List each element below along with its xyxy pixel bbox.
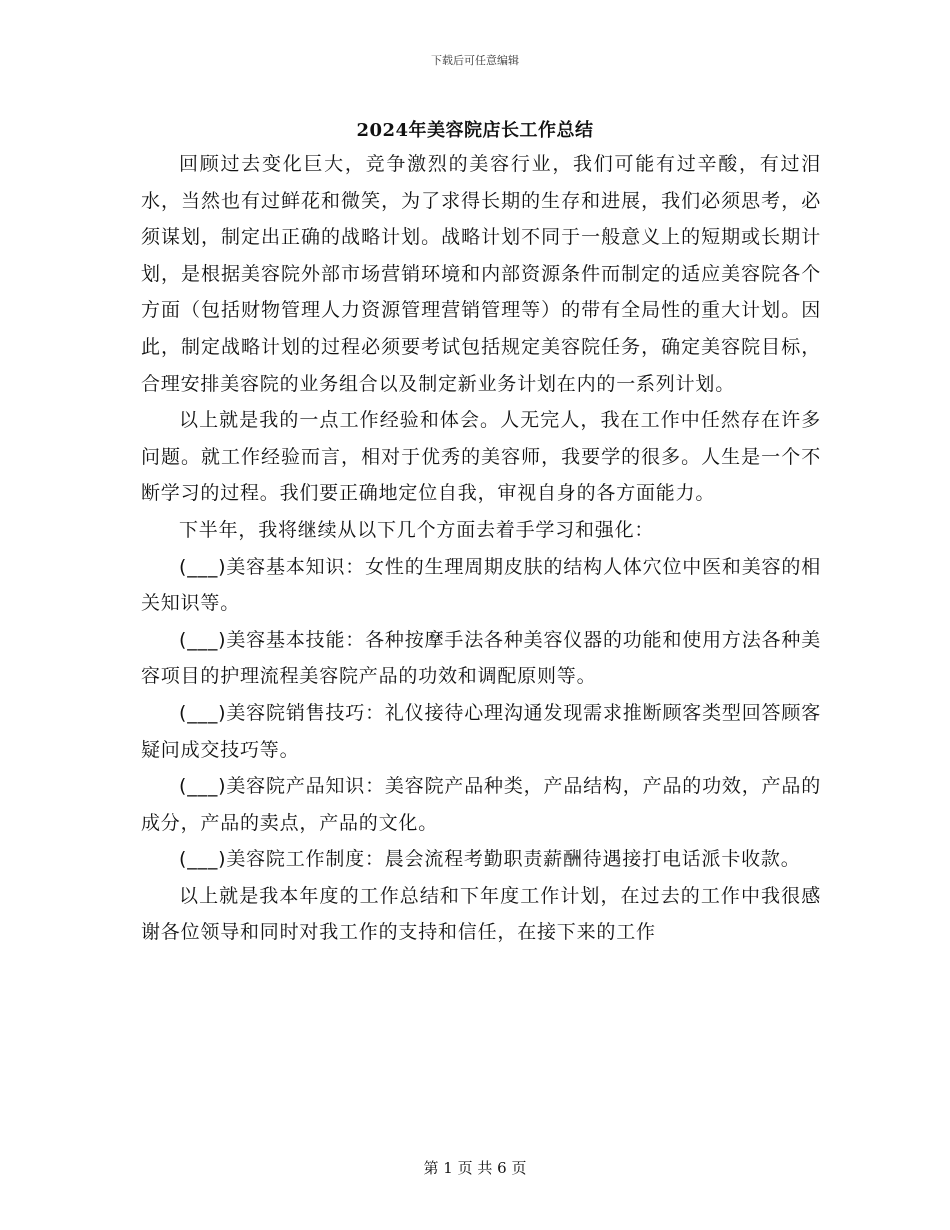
page-number: 第 1 页 共 6 页 — [423, 1159, 527, 1177]
paragraph-intro: 回顾过去变化巨大，竞争激烈的美容行业，我们可能有过辛酸，有过泪水，当然也有过鲜花和微笑，为了求得长期的生存和进展，我们必须思考，必须谋划，制定出正确的战略计划。战略计划不同于一般意义上的短期或长期计划，是根据美容院外部市场营销环境和内部资源条件而制定的适应美容院各个方面（包括财物管理人力资源管理营销管理等）的带有全局性的重大计划。因此，制定战略计划的过程必须要考试包括规定美容院任务，确定美容院目标，合理安排美容院的业务组合以及制定新业务计划在内的一系列计划。 — [141, 153, 821, 395]
list-item-sales: (___)美容院销售技巧：礼仪接待心理沟通发现需求推断顾客类型回答顾客疑问成交技巧等。 — [141, 701, 821, 761]
list-item-rules: (___)美容院工作制度：晨会流程考勤职责薪酬待遇接打电话派卡收款。 — [179, 848, 801, 871]
header-note: 下载后可任意编辑 — [431, 54, 519, 67]
list-item-knowledge: (___)美容基本知识：女性的生理周期皮肤的结构人体穴位中医和美容的相关知识等。 — [141, 555, 821, 615]
paragraph-plan-intro: 下半年，我将继续从以下几个方面去着手学习和强化： — [179, 518, 655, 541]
document-title: 2024年美容院店长工作总结 — [356, 120, 594, 141]
document-body — [141, 146, 821, 951]
paragraph-experience: 以上就是我的一点工作经验和体会。人无完人，我在工作中任然存在许多问题。就工作经验而言，相对于优秀的美容师，我要学的很多。人生是一个不断学习的过程。我们要正确地定位自我，审视自身的各方面能力。 — [141, 409, 821, 505]
paragraph-closing: 以上就是我本年度的工作总结和下年度工作计划，在过去的工作中我很感谢各位领导和同时对我工作的支持和信任，在接下来的工作 — [141, 884, 821, 944]
list-item-skills: (___)美容基本技能：各种按摩手法各种美容仪器的功能和使用方法各种美容项目的护理流程美容院产品的功效和调配原则等。 — [141, 628, 821, 688]
list-item-products: (___)美容院产品知识：美容院产品种类，产品结构，产品的功效，产品的成分，产品的卖点，产品的文化。 — [141, 775, 821, 834]
